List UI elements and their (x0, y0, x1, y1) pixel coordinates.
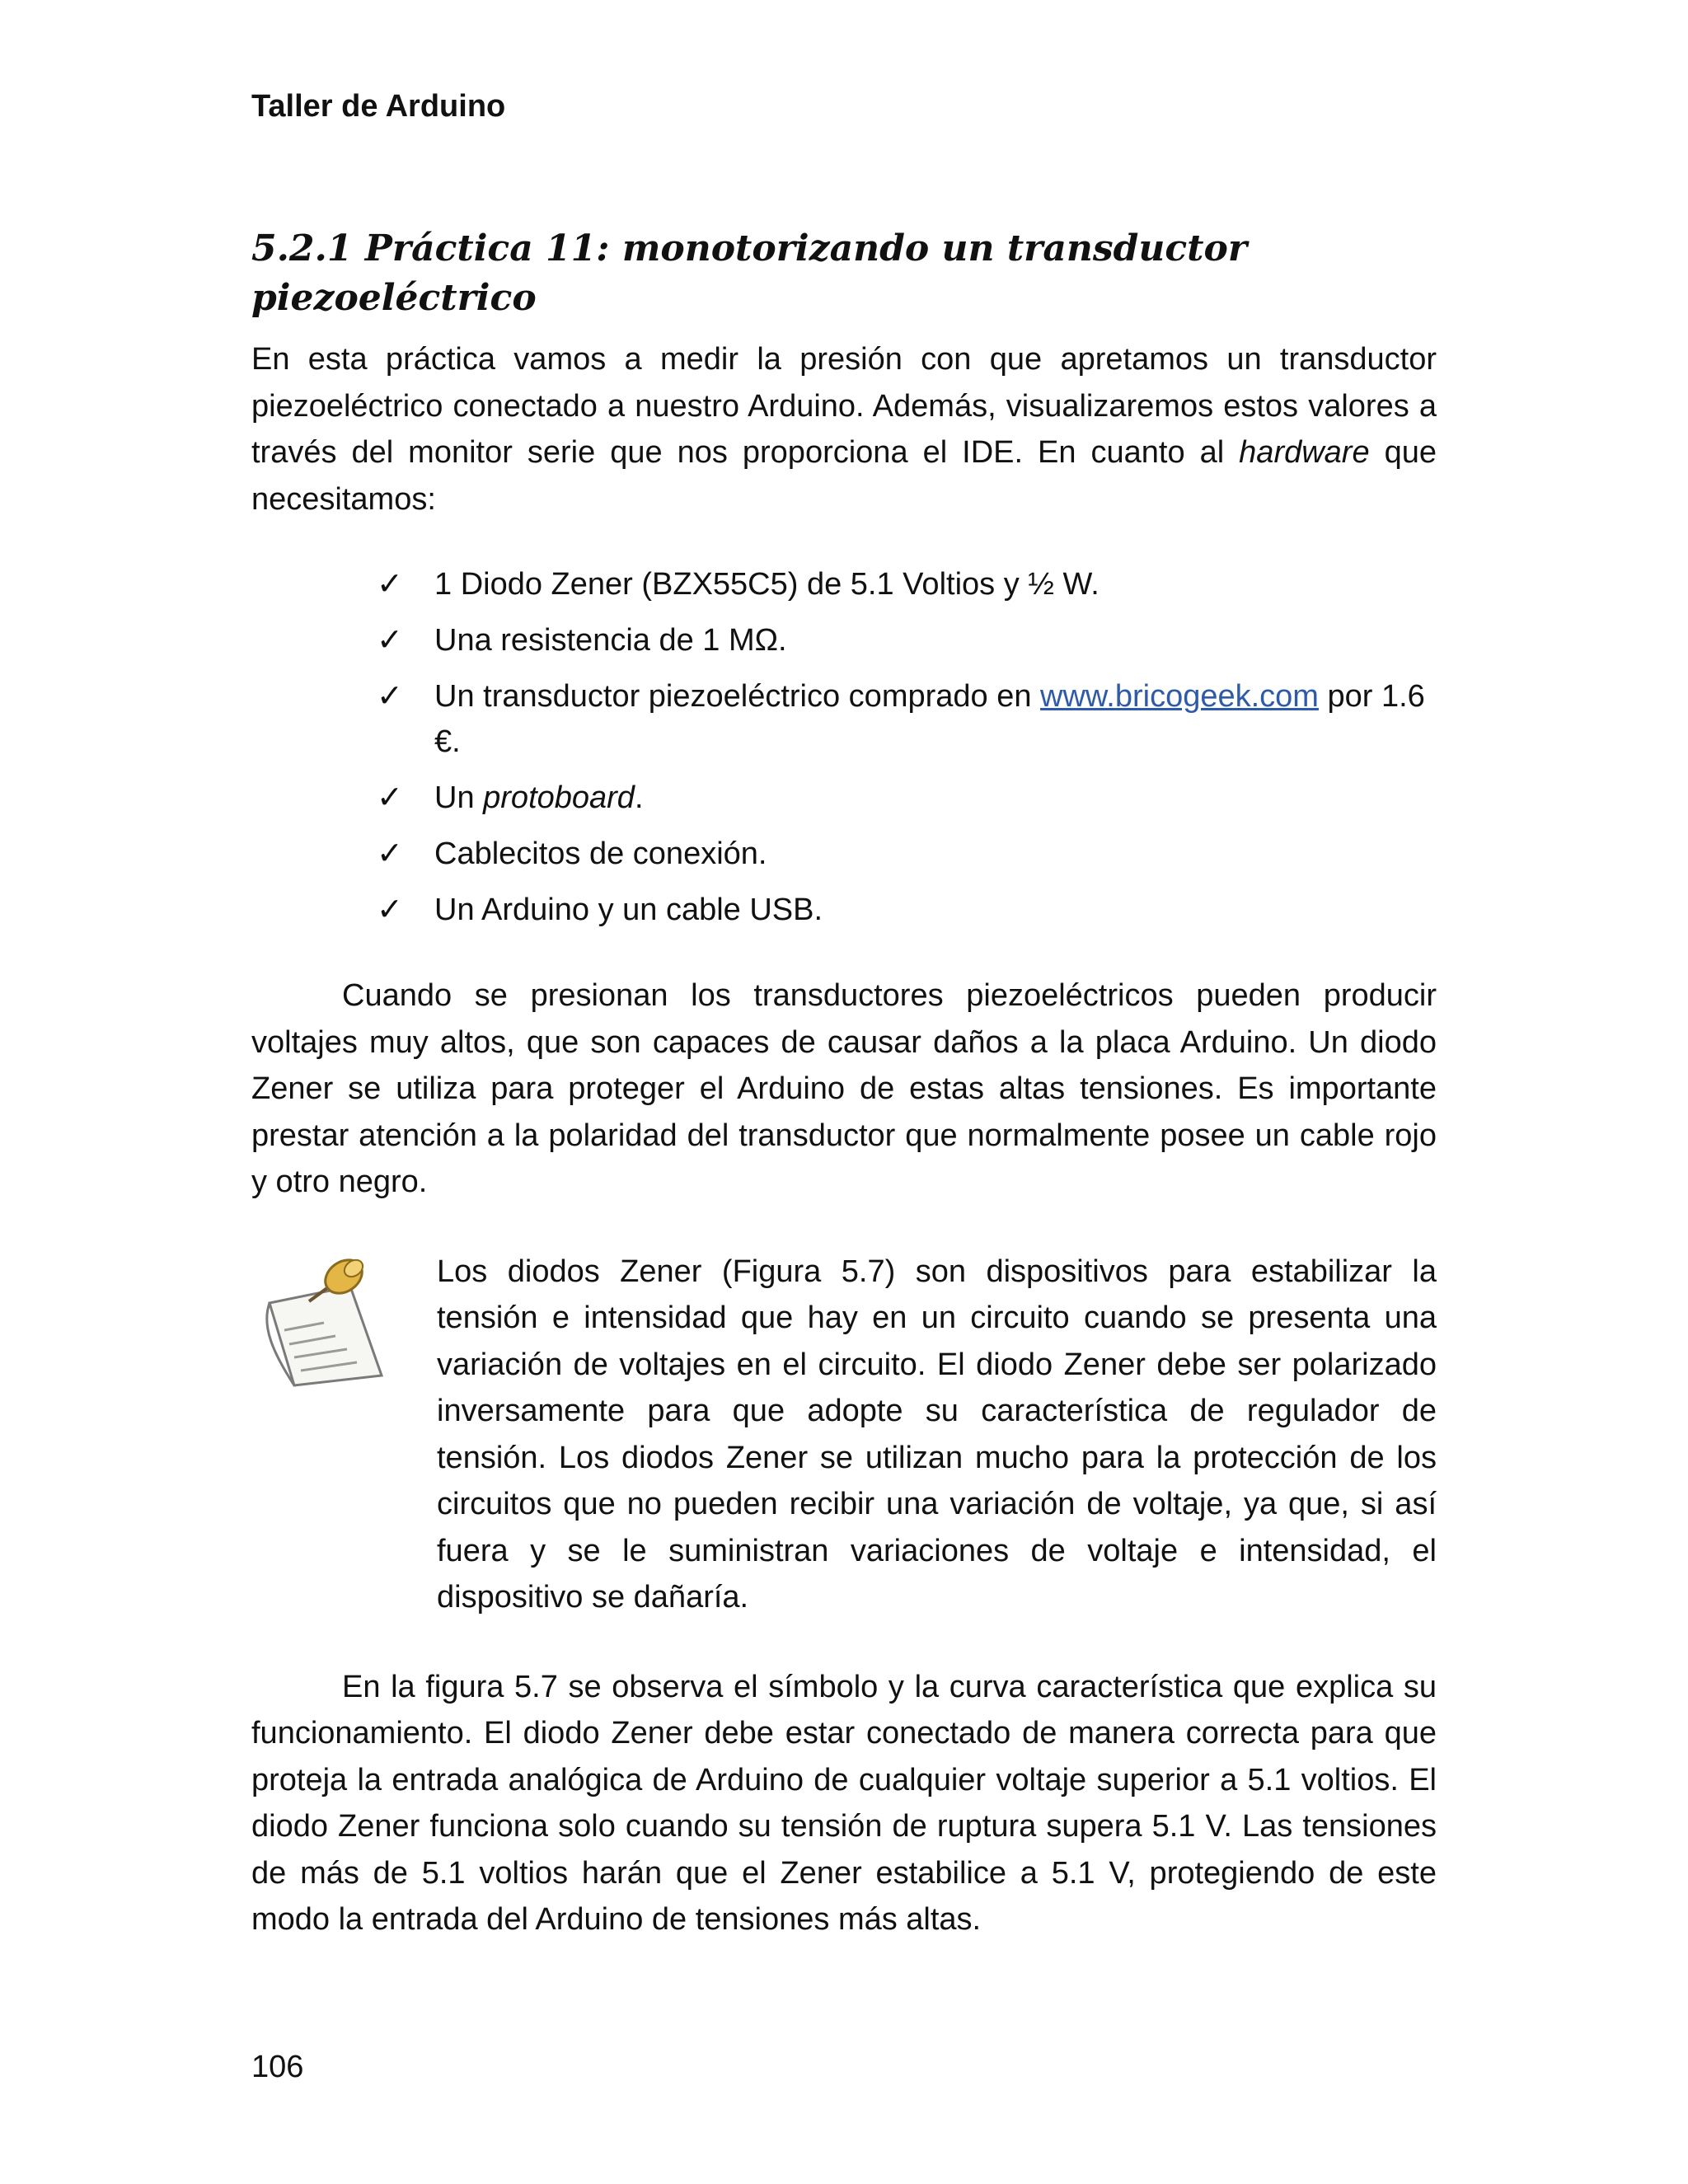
intro-emphasis: hardware (1239, 435, 1370, 470)
checkmark-icon: ✓ (377, 780, 403, 815)
checklist-item-text: 1 Diodo Zener (BZX55C5) de 5.1 Voltios y ½ W. (434, 567, 1100, 602)
checklist-item-emphasis: protoboard (483, 780, 635, 815)
checklist-item-text: Cablecitos de conexión. (434, 837, 767, 871)
checklist-item (377, 776, 1437, 821)
checklist-item-text: Un transductor piezoeléctrico comprado en (434, 679, 1041, 714)
checklist-item (377, 888, 1437, 933)
checkmark-icon: ✓ (377, 623, 403, 658)
checklist-item (377, 674, 1437, 765)
checkmark-icon: ✓ (377, 893, 403, 927)
checkmark-icon: ✓ (377, 837, 403, 871)
checklist-item-text: Un (434, 780, 484, 815)
checklist-item-text: Una resistencia de 1 MΩ. (434, 623, 787, 658)
intro-paragraph (251, 336, 1437, 523)
section-heading: 5.2.1 Práctica 11: monotorizando un transductor piezoeléctrico (251, 227, 1248, 319)
checkmark-icon: ✓ (377, 567, 403, 602)
pinned-note-icon-graphic (251, 1252, 392, 1392)
checklist-item-text: por 1.6 €. (434, 679, 1425, 759)
checkmark-icon: ✓ (377, 679, 403, 714)
intro-text-after: que necesitamos: (251, 435, 1437, 517)
checklist-item (377, 618, 1437, 663)
note-text: Los diodos Zener (Figura 5.7) son dispositivos para estabilizar la tensión e intensidad que hay en un circuito cuando se presenta una variación de voltajes en el circuito. El diodo Zener debe ser polarizado inversamente para que adopte su característica de regulador de tensión. Los diodos Zener se utilizan mucho para la protección de los circuitos que no pueden recibir una variación de voltaje, ya que, si así fuera y se le suministran variaciones de voltaje e intensidad, el dispositivo se dañaría. (437, 1254, 1437, 1615)
running-header: Taller de Arduino (251, 89, 506, 124)
body-paragraph: En la figura 5.7 se observa el símbolo y la curva característica que explica su funcionamiento. El diodo Zener debe estar conectado de manera correcta para que proteja la entrada analógica de Arduino de cualquier voltaje superior a 5.1 voltios. El diodo Zener funciona solo cuando su tensión de ruptura supera 5.1 V. Las tensiones de más de 5.1 voltios harán que el Zener estabilice a 5.1 V, protegiendo de este modo la entrada del Arduino de tensiones más altas. (251, 1669, 1437, 1937)
page-content (251, 224, 1437, 1943)
page-number: 106 (251, 2050, 304, 2084)
checklist-item-text: . (634, 780, 644, 815)
checklist-item (377, 832, 1437, 877)
checklist-item (377, 562, 1437, 607)
pinned-note-icon (251, 1249, 437, 1621)
hardware-checklist (251, 562, 1437, 933)
bricogeek-link[interactable]: www.bricogeek.com (1040, 679, 1319, 714)
intro-text-before: En esta práctica vamos a medir la presión con que apretamos un transductor piezoeléctrico conectado a nuestro Arduino. Además, visualizaremos estos valores a través del monitor serie que nos proporciona el IDE. En cuanto al (251, 342, 1437, 470)
note-callout (251, 1249, 1437, 1621)
checklist-item-text: Un Arduino y un cable USB. (434, 893, 823, 927)
body-paragraph: Cuando se presionan los transductores piezoeléctricos pueden producir voltajes muy altos, que son capaces de causar daños a la placa Arduino. Un diodo Zener se utiliza para proteger el Arduino de estas altas tensiones. Es importante prestar atención a la polaridad del transductor que normalmente posee un cable rojo y otro negro. (251, 978, 1437, 1199)
